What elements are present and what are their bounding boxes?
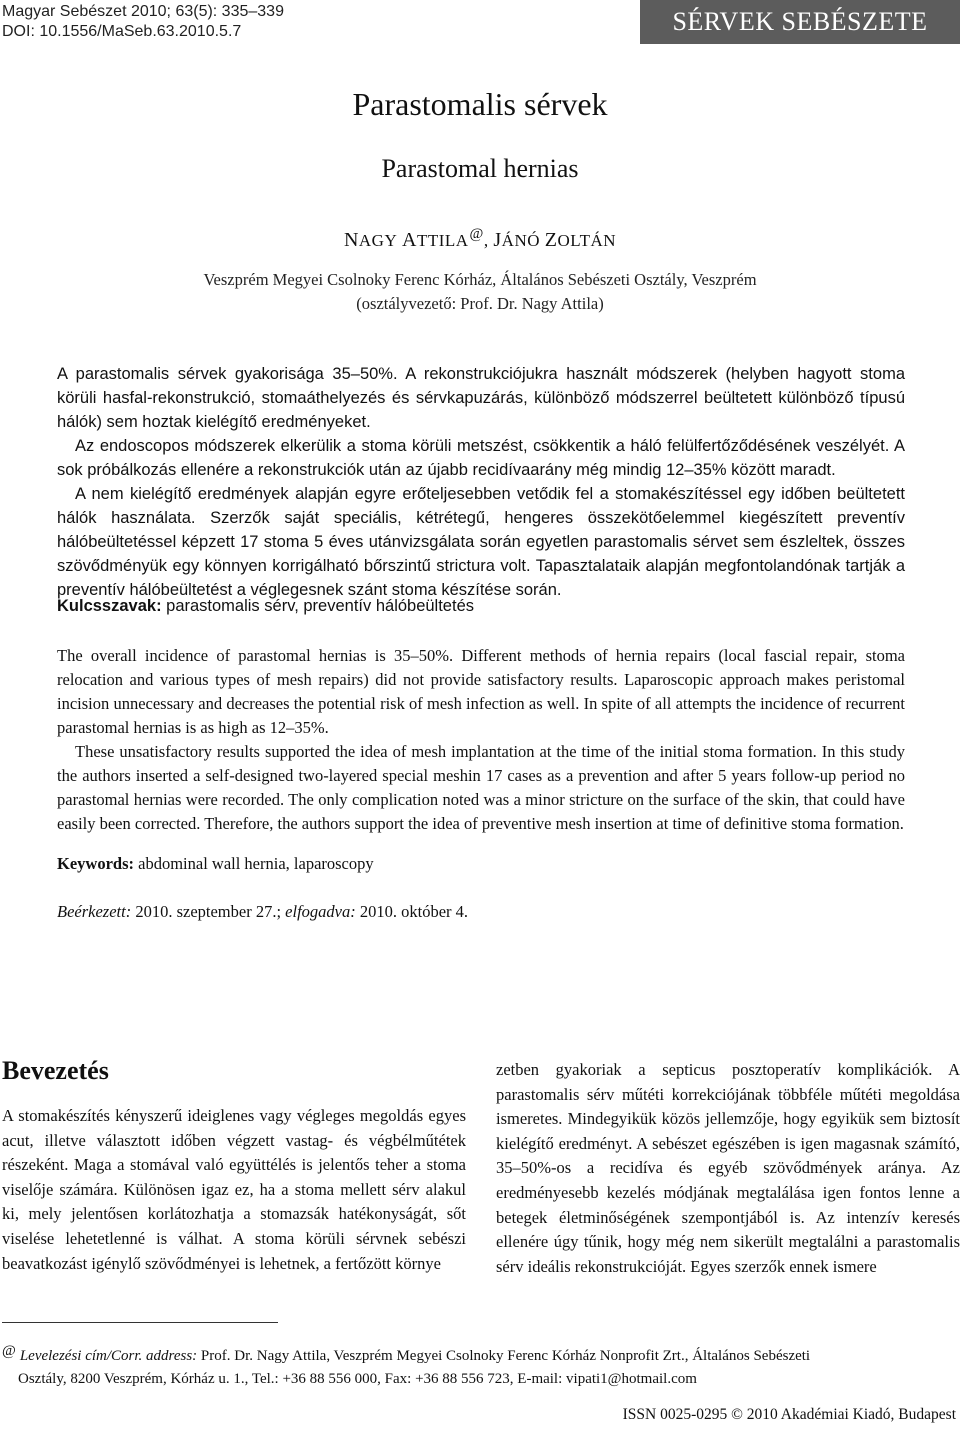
- journal-citation: Magyar Sebészet 2010; 63(5): 335–339: [2, 3, 284, 20]
- abstract-paragraph: A parastomalis sérvek gyakorisága 35–50%. A rekonstrukciójukra használt módszerek (helyben hagyott stoma körüli hasfal-rekonstrukció, stomaáthelyezés és sérvkapuzárás, különböző módszerrel beültetett különböző típusú hálók) sem hoztak kielégítő eredményeket.: [57, 365, 905, 431]
- author-letters: ÁNÓ: [501, 231, 541, 250]
- correspondence-footnote: [2, 1340, 952, 1391]
- keywords-value: abdominal wall hernia, laparoscopy: [134, 854, 374, 873]
- author-letter: Z: [544, 229, 558, 251]
- body-paragraph: A stomakészítés kényszerű ideiglenes vagy végleges megoldás egyes acut, illetve választott időben végzett vastag- és végbélműtétek részeként. Maga a stomával való együttélés is jelentős teher a stoma viselője számára. Különösen igaz ez, ha a stoma mellett sérv alakul ki, mely jelentősen korlátozhatja a stomazsák hatékonyságát, sőt viselése lehetetlenné is válhat. A stoma körüli sérvnek sebészi beavatkozást igénylő szövődményei is lehetnek, a fertőzött környe: [2, 1106, 466, 1273]
- accepted-label: elfogadva:: [285, 902, 356, 921]
- keywords-label: Kulcsszavak:: [57, 597, 162, 615]
- author-letter: J: [493, 229, 502, 251]
- footnote-label: Levelezési cím/Corr. address:: [19, 1348, 198, 1364]
- author-letter: A: [402, 229, 417, 251]
- footnote-contact: Osztály, 8200 Veszprém, Kórház u. 1., Tel.: +36 88 556 000, Fax: +36 88 556 723, E-mail: vipati1@hotmail.com: [18, 1371, 697, 1387]
- author-letters: AGY: [358, 231, 398, 250]
- keywords-hungarian: [57, 594, 474, 618]
- author-letters: TTILA: [416, 231, 469, 250]
- keywords-english: [57, 852, 374, 876]
- affiliation: [0, 268, 960, 316]
- received-label: Beérkezett:: [57, 902, 132, 921]
- abstract-paragraph: The overall incidence of parastomal hernias is 35–50%. Different methods of hernia repairs (local fascial repair, stoma relocation and various types of mesh repairs) did not provide satisfactory results. Laparoscopic approach makes peristomal incision unnecessary and decreases the potential risk of mesh infection as well. In spite of all attempts the incidence of recurrent parastomal hernias is as high as 12–35%.: [57, 646, 905, 737]
- doi: DOI: 10.1556/MaSeb.63.2010.5.7: [2, 23, 242, 40]
- affiliation-line: Veszprém Megyei Csolnoky Ferenc Kórház, Általános Sebészeti Osztály, Veszprém: [203, 270, 757, 289]
- footnote-divider: [2, 1322, 278, 1323]
- abstract-english: [57, 644, 905, 836]
- body-column-right: [496, 1058, 960, 1279]
- footnote-mark: @: [2, 1343, 16, 1359]
- author-list: [0, 220, 960, 255]
- submission-dates: [57, 900, 468, 924]
- footnote-address: Prof. Dr. Nagy Attila, Veszprém Megyei Csolnoky Ferenc Kórház Nonprofit Zrt., Általános Sebészeti: [197, 1348, 811, 1364]
- abstract-paragraph: Az endoscopos módszerek elkerülik a stoma körüli metszést, csökkentik a háló felülfertőződésének veszélyét. A sok próbálkozás ellenére a rekonstrukciók után az újabb recidívaarány még mindig 12–35% között maradt.: [57, 437, 905, 479]
- keywords-value: parastomalis sérv, preventív hálóbeültetés: [161, 597, 474, 615]
- page-title: Parastomalis sérvek: [352, 86, 608, 122]
- received-date: 2010. szeptember 27.;: [131, 902, 286, 921]
- abstract-paragraph: A nem kielégítő eredmények alapján egyre erőteljesebben vetődik fel a stomakészítéssel egy időben beültetett hálók használata. Szerzők saját speciális, kétrétegű, hengeres összekötőelemmel kiegészített preventív hálóbeültetéssel képzett 17 stoma 5 éves utánvizsgálata során egyetlen parastomalis sérvet sem észleltek, összes szövődményük egy könnyen korrigálható bőrszintű strictura volt. Tapasztalataik alapján megfontolandónak tartják a preventív hálóbeültetést a véglegesnek szánt stoma készítése során.: [57, 485, 905, 599]
- journal-header: [2, 2, 284, 42]
- keywords-label: Keywords:: [57, 854, 134, 873]
- affiliation-head: (osztályvezető: Prof. Dr. Nagy Attila): [356, 294, 604, 313]
- section-heading-introduction: Bevezetés: [2, 1056, 109, 1085]
- accepted-date: 2010. október 4.: [355, 902, 469, 921]
- corresponding-author-mark: @: [469, 226, 484, 242]
- author-separator: ,: [483, 231, 494, 250]
- author-letter: N: [343, 229, 359, 251]
- body-column-left: [2, 1104, 466, 1276]
- issn-publisher-line: ISSN 0025-0295 © 2010 Akadémiai Kiadó, Budapest: [622, 1406, 956, 1423]
- section-banner: SÉRVEK SEBÉSZETE: [640, 0, 960, 44]
- body-paragraph: zetben gyakoriak a septicus posztoperatív komplikációk. A parastomalis sérv műtéti korrekciójának többféle műtéti megoldása ismeretes. Mindegyikük közös jellemzője, hogy egyikük sem biztosít kielégítő eredményt. A sebészet egészében is igen magasnak számító, 35–50%-os a recidíva és egyéb szövődmények aránya. Az eredményesebb kezelés módjának megtalálása igen fontos lenne a betegek életminőségének szempontjából is. Az intenzív keresés ellenére úgy tűnik, hogy még nem sikerült megtalálni a parastomalis sérv ideális rekonstrukcióját. Egyes szerzők ennek ismere: [496, 1060, 960, 1276]
- page-subtitle-english: Parastomal hernias: [381, 154, 579, 183]
- abstract-hungarian: [57, 362, 905, 602]
- abstract-paragraph: These unsatisfactory results supported the idea of mesh implantation at the time of the initial stoma formation. In this study the authors inserted a self-designed two-layered special meshin 17 cases as a prevention and after 5 years follow-up period no parastomal hernias were recorded. The only complication noted was a minor stricture on the surface of the skin, that could have easily been corrected. Therefore, the authors support the idea of preventive mesh insertion at time of definitive stoma formation.: [57, 742, 905, 833]
- author-letters: OLTÁN: [557, 231, 617, 250]
